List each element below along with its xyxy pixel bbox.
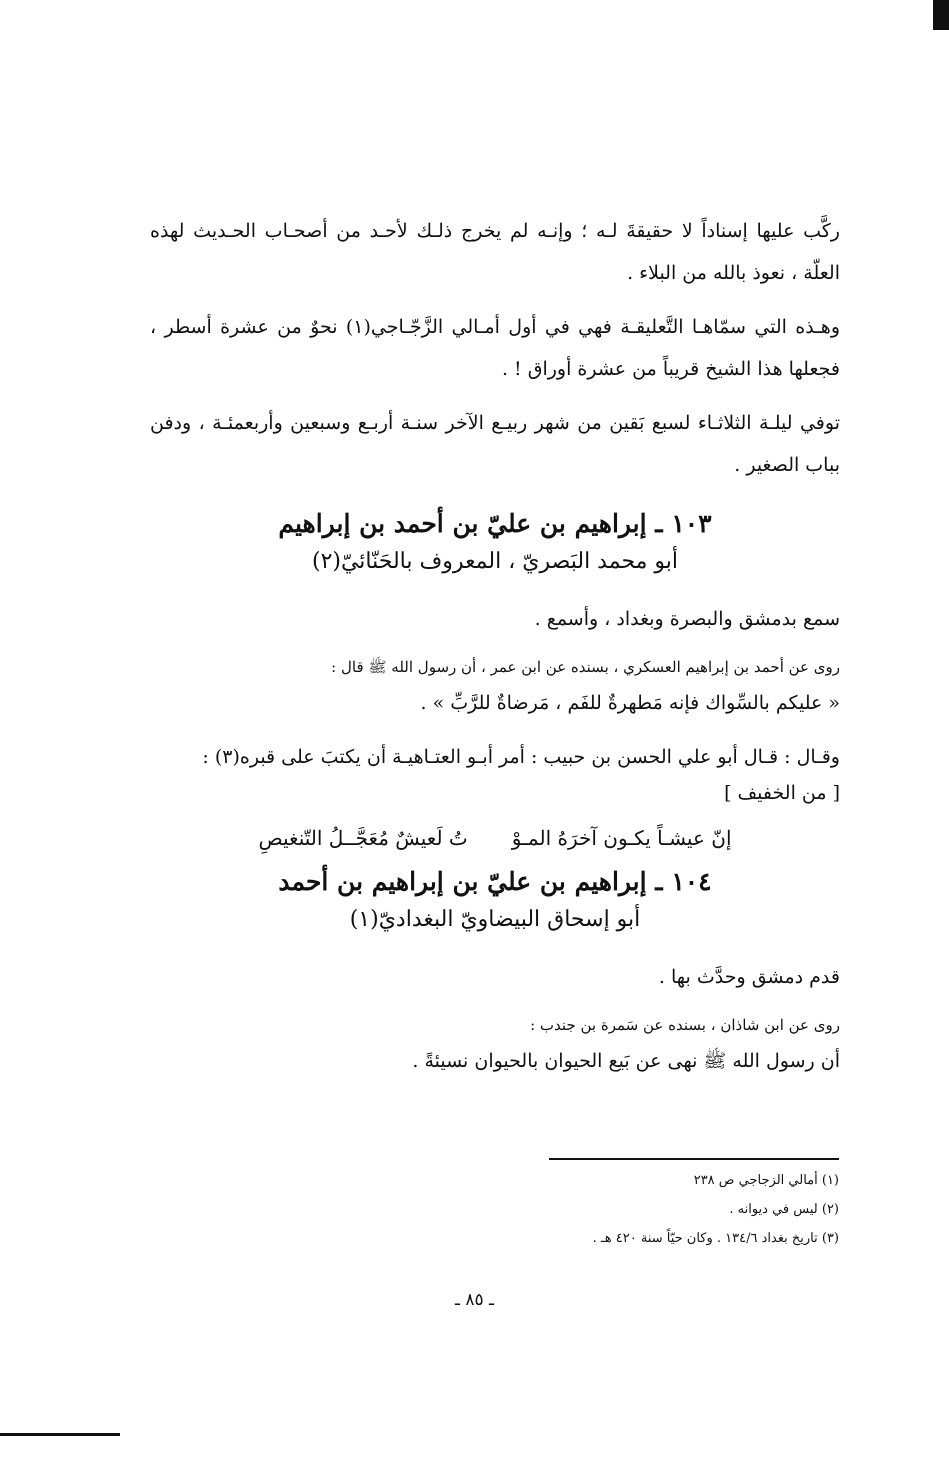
hadith-text: أن رسول الله ﷺ نهى عن بَيع الحيوان بالحيوان نسيئةً .: [412, 1050, 840, 1072]
narration-line: روى عن ابن شاذان ، بسنده عن سَمرة بن جندب :: [530, 1016, 840, 1034]
entry-subheading: أبو إسحاق البيضاويّ البغداديّ(١): [349, 907, 641, 932]
entry-text: قدم دمشق وحدَّث بها .: [658, 966, 840, 988]
entry-heading: ١٠٤ ـ إبراهيم بن عليّ بن إبراهيم بن أحمد: [278, 867, 712, 896]
footnote: (٢) ليس في ديوانه .: [729, 1202, 839, 1217]
footnote: (٣) تاريخ بغداد ١٣٤/٦ . وكان حيّاً سنة ٤٢٠ هـ .: [592, 1231, 839, 1246]
footnote-divider: [549, 1158, 839, 1160]
footnotes: [239, 1158, 839, 1253]
entry-subheading: أبو محمد البَصريّ ، المعروف بالحَنّائيّ(٢): [311, 549, 679, 574]
paragraph: ركَّب عليها إسناداً لا حقيقةَ لـه ؛ وإنـه لم يخرج ذلـك لأحـد من أصحـاب الحـديث لهذه العلّة ، نعوذ بالله من البلاء .: [150, 220, 840, 284]
page-number: ـ ٨٥ ـ: [454, 1290, 495, 1310]
verse-second-half: تُ لَعيشٌ مُعَجَّــلُ التّنغيصِ: [258, 826, 468, 850]
poem-verse: [150, 818, 840, 858]
paragraph: توفي ليلـة الثلاثـاء لسبع بَقين من شهر ربيـع الآخر سنـة أربـع وسبعين وأربعمئـة ، ودفن بباب الصغير .: [150, 412, 840, 476]
page-body: [150, 210, 840, 1094]
entry-heading: ١٠٣ ـ إبراهيم بن عليّ بن أحمد بن إبراهيم: [278, 509, 712, 538]
paragraph: وهـذه التي سمّاهـا التَّعليقـة فهي في أول أمـالي الزَّجّـاجي(١) نحوٌ من عشرة أسطر ، فجعلها هذا الشيخ قريباً من عشرة أوراق ! .: [150, 316, 840, 380]
verse-first-half: إنّ عيشـاً يكـون آخرَهُ المـوْ: [511, 826, 732, 850]
meter-label: [ من الخفيف ]: [724, 782, 840, 804]
scan-edge-mark-bottom: [0, 1433, 120, 1436]
scan-edge-mark-top: [933, 0, 949, 30]
hadith-text: « عليكم بالسِّواك فإنه مَطهرةٌ للفَم ، مَرضاةٌ للرَّبِّ » .: [420, 692, 840, 714]
entry-text: سمع بدمشق والبصرة وبغداد ، وأسمع .: [534, 608, 840, 630]
footnote: (١) أمالي الزجاجي ص ٢٣٨: [693, 1173, 839, 1188]
narration-line: روى عن أحمد بن إبراهيم العسكري ، بسنده عن ابن عمر ، أن رسول الله ﷺ قال :: [331, 658, 840, 676]
entry-text: وقـال : قـال أبو علي الحسن بن حبيب : أمر أبـو العتـاهيـة أن يكتبَ على قبره(٣) :: [202, 746, 840, 768]
